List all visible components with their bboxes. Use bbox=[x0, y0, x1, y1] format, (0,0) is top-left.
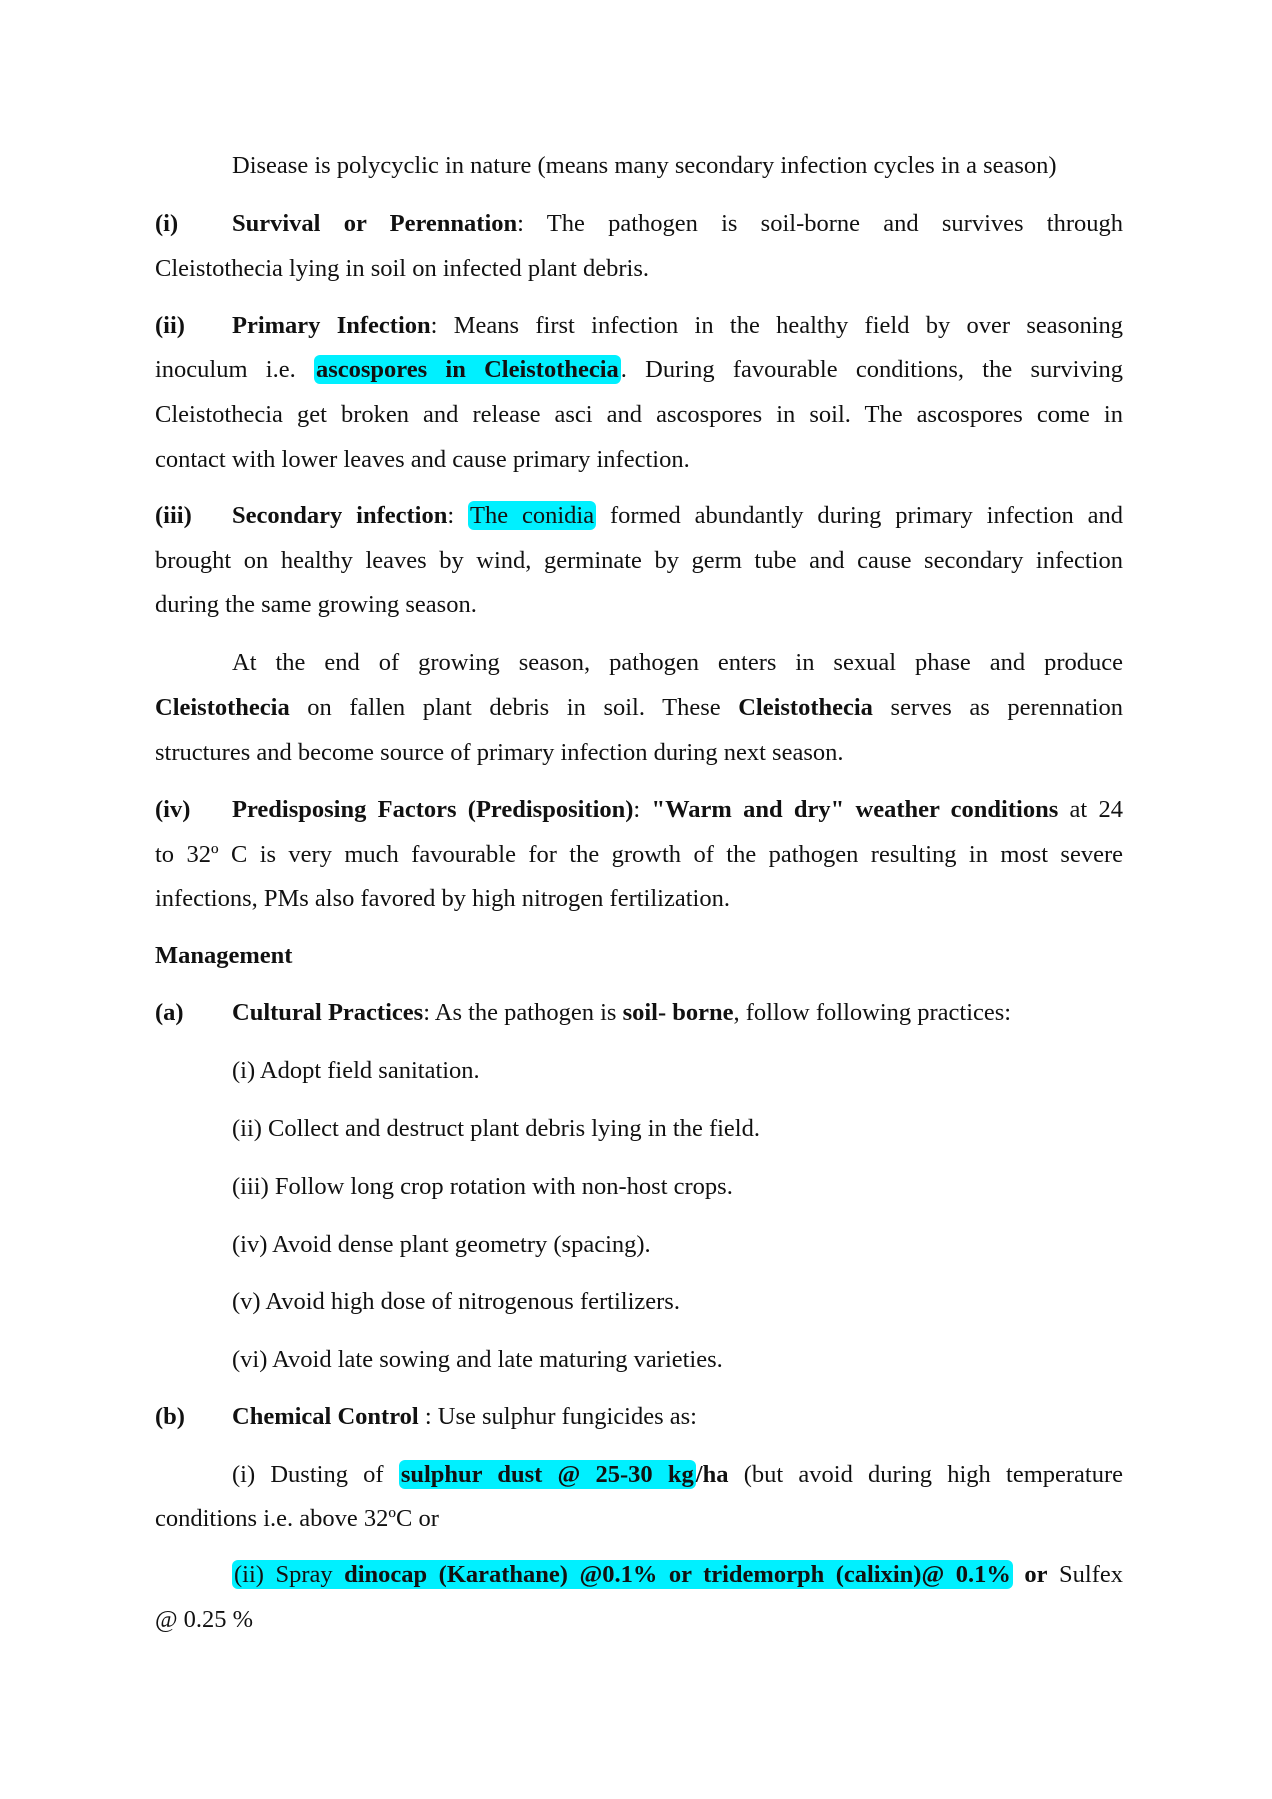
primary-text-4: contact with lower leaves and cause primary infection. bbox=[155, 446, 690, 473]
per-ha-bold: /ha bbox=[695, 1461, 729, 1488]
secondary-title: Secondary infection bbox=[232, 502, 448, 529]
cultural-item-text: (v) Avoid high dose of nitrogenous fertilizers. bbox=[232, 1288, 680, 1315]
cultural-item-text: (iii) Follow long crop rotation with non-host crops. bbox=[232, 1173, 733, 1200]
cultural-item bbox=[232, 1172, 1123, 1202]
secondary-text-3: during the same growing season. bbox=[155, 591, 477, 618]
cultural-item-text: (vi) Avoid late sowing and late maturing varieties. bbox=[232, 1346, 723, 1373]
highlight-sulphur-dust: sulphur dust @ 25-30 kg bbox=[400, 1461, 694, 1488]
primary-line-4 bbox=[155, 445, 1123, 475]
secondary-text-2: brought on healthy leaves by wind, germinate by germ tube and cause secondary infection bbox=[155, 547, 1123, 574]
survival-text-2: Cleistothecia lying in soil on infected plant debris. bbox=[155, 255, 649, 282]
secondary-line-2 bbox=[155, 546, 1123, 576]
survival-text: : The pathogen is soil-borne and survives through bbox=[517, 210, 1123, 237]
dusting-line-2 bbox=[155, 1504, 1123, 1534]
primary-text-3: Cleistothecia get broken and release asci and ascospores in soil. The ascospores come in bbox=[155, 401, 1123, 428]
cleistothecia-bold: Cleistothecia bbox=[155, 694, 290, 721]
secondary-line-3 bbox=[155, 590, 1123, 620]
cultural-title: Cultural Practices bbox=[232, 999, 424, 1026]
cultural-text-1: : As the pathogen is bbox=[423, 999, 623, 1026]
survival-title: Survival or Perennation bbox=[232, 210, 518, 237]
spray-line-2 bbox=[155, 1605, 1123, 1635]
sulfex-text: Sulfex bbox=[1047, 1561, 1124, 1588]
sulfex-dose: @ 0.25 % bbox=[155, 1606, 254, 1633]
intro-text: Disease is polycyclic in nature (means many secondary infection cycles in a season) bbox=[232, 152, 1057, 179]
primary-title: Primary Infection bbox=[232, 312, 431, 339]
cultural-item-text: (ii) Collect and destruct plant debris lying in the field. bbox=[232, 1115, 760, 1142]
secondary-text: formed abundantly during primary infection and bbox=[596, 502, 1124, 529]
primary-heading-line bbox=[155, 311, 1123, 341]
predisposing-title: Predisposing Factors (Predisposition) bbox=[232, 796, 634, 823]
cultural-text-2: , follow following practices: bbox=[733, 999, 1012, 1026]
item-label: (iii) bbox=[155, 502, 192, 529]
soil-borne-bold: soil- borne bbox=[622, 999, 734, 1026]
cultural-item bbox=[232, 1230, 1123, 1260]
primary-text-2a: inoculum i.e. bbox=[155, 356, 314, 383]
primary-line-3 bbox=[155, 400, 1123, 430]
end-season-line-2 bbox=[155, 693, 1123, 723]
primary-line-2 bbox=[155, 355, 1123, 385]
item-label: (i) bbox=[155, 210, 179, 237]
dusting-text: (i) Dusting of bbox=[232, 1461, 399, 1488]
dinocap-bold: dinocap (Karathane) @0.1% or tridemorph (calixin)@ 0.1% bbox=[344, 1561, 1011, 1588]
highlight-spray bbox=[232, 1560, 1013, 1589]
item-label: (iv) bbox=[155, 796, 191, 823]
spray-text: (ii) Spray bbox=[234, 1561, 345, 1588]
or-bold: or bbox=[1012, 1561, 1048, 1588]
cultural-item bbox=[232, 1056, 1123, 1086]
spray-line-1 bbox=[232, 1560, 1123, 1590]
item-label: (b) bbox=[155, 1403, 185, 1430]
highlight-conidia: The conidia bbox=[470, 502, 595, 529]
warm-dry-bold: "Warm and dry" weather conditions bbox=[651, 796, 1059, 823]
chemical-heading-line bbox=[155, 1402, 1123, 1432]
predisposing-text: at 24 bbox=[1058, 796, 1123, 823]
highlight-ascospores: ascospores in Cleistothecia bbox=[315, 356, 619, 383]
predisposing-heading-line bbox=[155, 795, 1123, 825]
dusting-text-2: (but avoid during high temperature bbox=[728, 1461, 1124, 1488]
end-season-text-2a: on fallen plant debris in soil. These bbox=[289, 694, 739, 721]
item-label: (a) bbox=[155, 999, 184, 1026]
end-season-line-3 bbox=[155, 738, 1123, 768]
predisposing-text-3: infections, PMs also favored by high nitrogen fertilization. bbox=[155, 885, 730, 912]
management-heading bbox=[155, 941, 1123, 971]
colon: : bbox=[633, 796, 652, 823]
predisposing-line-3 bbox=[155, 884, 1123, 914]
secondary-heading-line bbox=[155, 501, 1123, 531]
cultural-item bbox=[232, 1345, 1123, 1375]
chemical-text: : Use sulphur fungicides as: bbox=[418, 1403, 697, 1430]
colon: : bbox=[447, 502, 469, 529]
survival-line-2 bbox=[155, 254, 1123, 284]
chemical-title: Chemical Control bbox=[232, 1403, 419, 1430]
end-season-text-3: structures and become source of primary infection during next season. bbox=[155, 739, 844, 766]
cleistothecia-bold: Cleistothecia bbox=[738, 694, 873, 721]
predisposing-line-2 bbox=[155, 840, 1123, 870]
cultural-item bbox=[232, 1114, 1123, 1144]
cultural-heading-line bbox=[155, 998, 1123, 1028]
cultural-item bbox=[232, 1287, 1123, 1317]
management-title: Management bbox=[155, 942, 293, 969]
intro-paragraph bbox=[232, 151, 1123, 181]
end-season-line-1 bbox=[232, 648, 1123, 678]
dusting-line-1 bbox=[232, 1460, 1123, 1490]
end-season-text-2b: serves as perennation bbox=[872, 694, 1123, 721]
primary-text: : Means first infection in the healthy field by over seasoning bbox=[430, 312, 1124, 339]
survival-heading-line bbox=[155, 209, 1123, 239]
primary-text-2b: . During favourable conditions, the surviving bbox=[620, 356, 1124, 383]
cultural-item-text: (iv) Avoid dense plant geometry (spacing). bbox=[232, 1231, 651, 1258]
predisposing-text-2: to 32º C is very much favourable for the growth of the pathogen resulting in most severe bbox=[155, 841, 1123, 868]
cultural-item-text: (i) Adopt field sanitation. bbox=[232, 1057, 480, 1084]
end-season-text-1: At the end of growing season, pathogen enters in sexual phase and produce bbox=[232, 649, 1123, 676]
item-label: (ii) bbox=[155, 312, 185, 339]
dusting-text-3: conditions i.e. above 32ºC or bbox=[155, 1505, 439, 1532]
